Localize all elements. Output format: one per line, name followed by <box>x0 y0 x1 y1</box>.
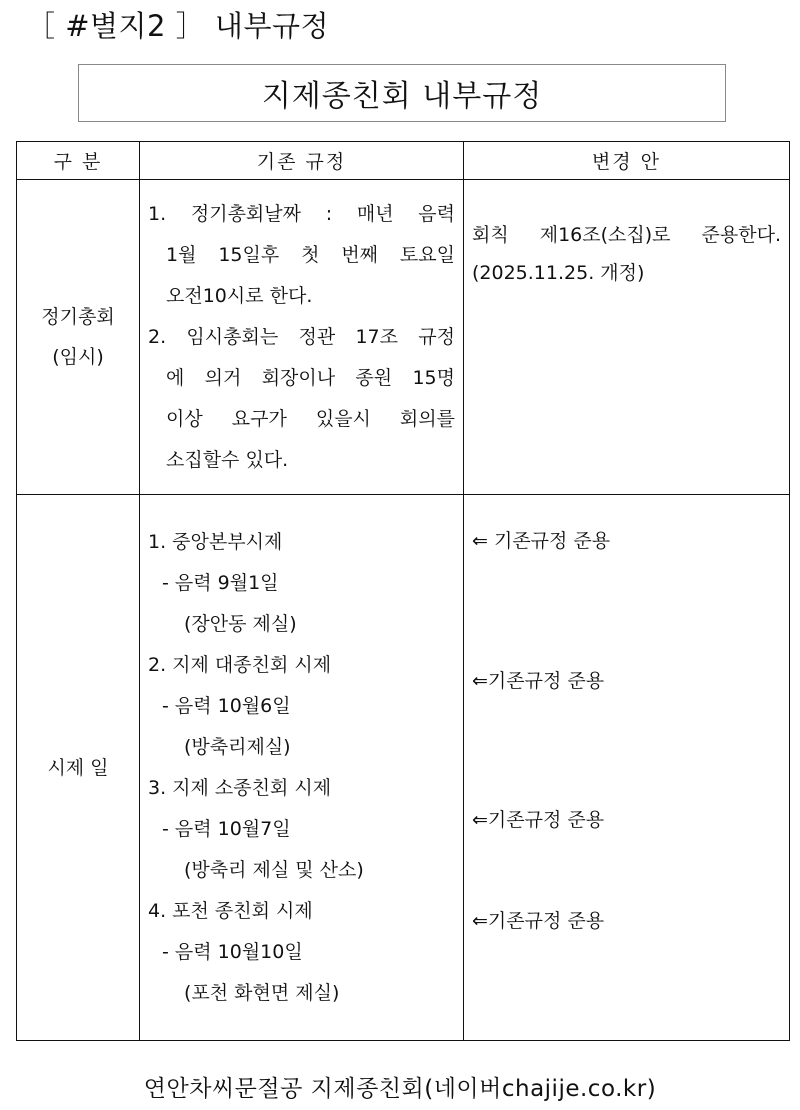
rule-item-place: (방축리 제실 및 산소) <box>184 858 364 881</box>
header-category: 구 분 <box>17 142 140 180</box>
existing-rule-cell <box>140 180 464 495</box>
table-row-general-meeting <box>17 180 790 495</box>
rule-item <box>148 522 455 645</box>
footer-organization: 연안차씨문절공 지제종친회(네이버chajije.co.kr) <box>143 1076 657 1102</box>
rule-item-date: - 음력 10월6일 <box>162 694 291 717</box>
change-note: ⇐기존규정 준용 <box>472 910 605 932</box>
rules-table <box>16 141 790 1041</box>
table-row-memorial-dates <box>17 495 790 1041</box>
change-cell <box>464 180 790 495</box>
rule-item-head: 4. 포천 종친회 시제 <box>148 899 313 922</box>
rule-item-date: - 음력 10월7일 <box>162 817 291 840</box>
rule-item-line: 에 의거 회장이나 종원 15명 <box>166 366 455 389</box>
category-label: 시제 일 <box>47 756 109 779</box>
change-note: ⇐기존규정 준용 <box>472 670 605 692</box>
change-text: 회칙 제16조(소집)로 준용한다. (2025.11.25. 개정) <box>472 224 781 284</box>
rule-item-head: 2. 지제 대종친회 시제 <box>148 653 332 676</box>
rule-item-line: 1월 15일후 첫 번째 토요일 <box>166 243 455 266</box>
category-cell <box>17 180 140 495</box>
rule-item <box>148 645 455 768</box>
header-change: 변경 안 <box>464 142 790 180</box>
category-sublabel: (임시) <box>52 346 104 368</box>
rule-item-head: 1. 중앙본부시제 <box>148 530 283 553</box>
change-note: ⇐기존규정 준용 <box>472 809 605 831</box>
rule-item-place: (장안동 제실) <box>184 612 297 635</box>
table-header-row <box>17 142 790 180</box>
document-title-text: 지제종친회 내부규정 <box>261 79 543 114</box>
rule-item <box>148 194 455 317</box>
rule-item-line: 오전10시로 한다. <box>166 284 313 307</box>
existing-rule-cell <box>140 495 464 1041</box>
change-note: ⇐ 기존규정 준용 <box>472 530 611 552</box>
header-existing: 기존 규정 <box>140 142 464 180</box>
rule-item-place: (방축리제실) <box>184 735 291 758</box>
rule-item-head: 1. 정기총회날짜 : 매년 음력 <box>148 202 455 225</box>
category-label: 정기총회 <box>41 306 115 328</box>
rule-item-head: 2. 임시총회는 정관 17조 규정 <box>148 325 455 348</box>
rule-item-line: 소집할수 있다. <box>166 448 289 471</box>
rule-item <box>148 317 455 481</box>
rule-item <box>148 891 455 1014</box>
rule-item-date: - 음력 10월10일 <box>162 940 303 963</box>
document-title <box>78 64 726 122</box>
rule-item-place: (포천 화현면 제실) <box>184 981 340 1004</box>
rule-item <box>148 768 455 891</box>
annex-heading: ［ #별지2 ］ 내부규정 <box>26 9 329 43</box>
rule-item-head: 3. 지제 소종친회 시제 <box>148 776 332 799</box>
rule-item-line: 이상 요구가 있을시 회의를 <box>166 407 455 430</box>
rule-item-date: - 음력 9월1일 <box>162 571 279 594</box>
category-cell <box>17 495 140 1041</box>
change-cell <box>464 495 790 1041</box>
